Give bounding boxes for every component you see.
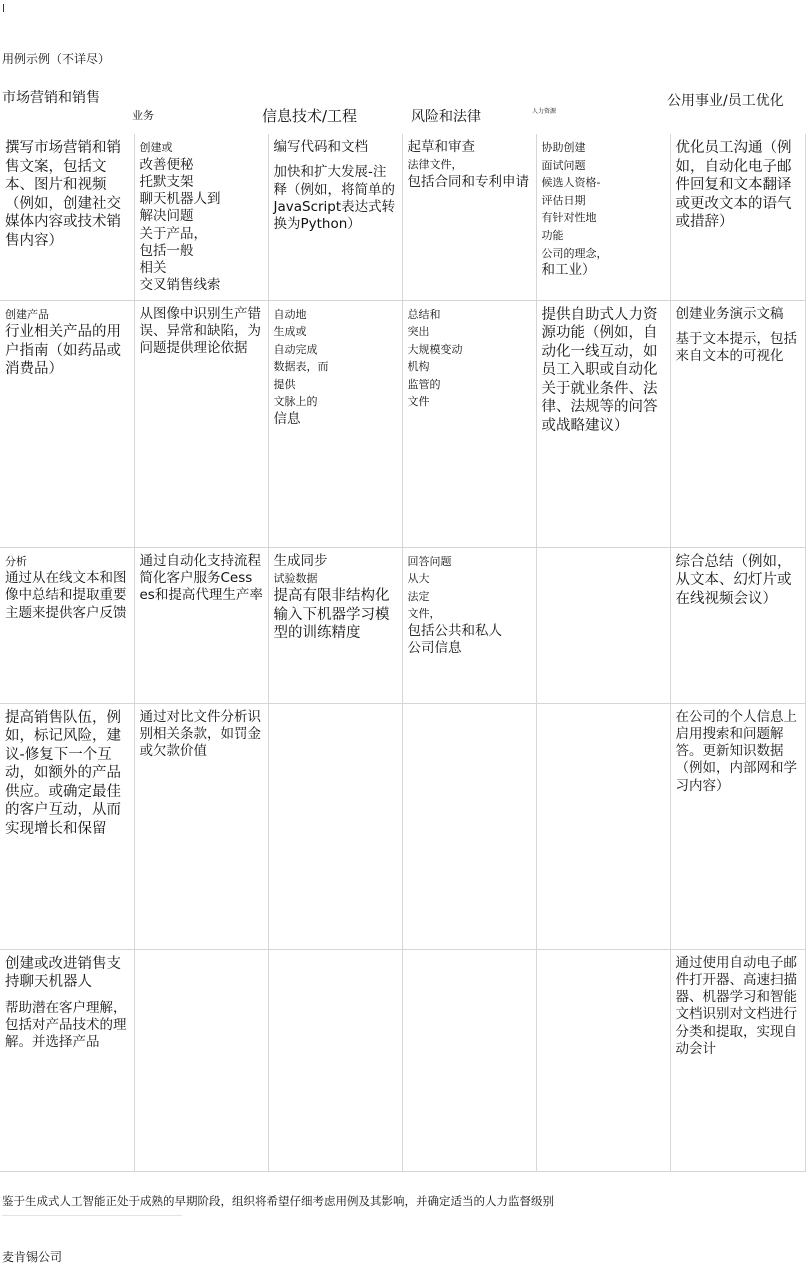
table-row: [0, 547, 805, 703]
column-header-business: 业务: [132, 109, 154, 122]
table-cell: [134, 300, 268, 547]
cell-text: 生成同步: [273, 552, 328, 569]
use-case-grid: [0, 134, 806, 1172]
cell-text: 改善便秘: [139, 156, 194, 173]
cell-text: 协助创建: [541, 141, 586, 154]
cell-text: 评估日期: [541, 193, 586, 207]
cell-text: 通过自动化支持流程简化客户服务Cess es和提高代理生产率: [139, 552, 263, 604]
table-cell: [268, 134, 402, 300]
cell-text: 分析: [5, 554, 27, 568]
table-cell: [402, 949, 536, 1171]
footer-note: 鉴于生成式人工智能正处于成熟的早期阶段，组织将希望仔细考虑用例及其影响，并确定适当的人力监督级别: [2, 1194, 554, 1208]
table-cell: [268, 949, 402, 1171]
table-cell: [536, 547, 670, 703]
cell-text: 法律文件，: [407, 158, 463, 172]
cell-text: 公司的理念，: [541, 246, 608, 260]
cell-text: 创建业务演示文稿: [675, 305, 784, 322]
cell-text: 提供: [273, 377, 296, 391]
cell-text: 突出: [407, 325, 430, 339]
cell-text: 功能: [541, 228, 564, 242]
cell-text: 生成或: [273, 325, 307, 339]
cell-text: 创建或: [139, 141, 173, 154]
cell-text: 从图像中识别生产错误、异常和缺陷，为问题提供理论依据: [139, 305, 261, 357]
cell-text: 大规模变动: [407, 342, 463, 356]
cell-text: 通过使用自动电子邮件打开器、高速扫描器、机器学习和智能文档识别对文档进行分类和提取，实现自动会计: [675, 954, 797, 1057]
table-cell: [670, 134, 805, 300]
table-cell: [134, 134, 268, 300]
table-cell: [536, 300, 670, 547]
column-header-marketing-sales: 市场营销和销售: [2, 90, 100, 106]
column-header-risk-legal: 风险和法律: [411, 109, 481, 125]
cell-text: 相关: [139, 260, 167, 277]
table-cell: [670, 949, 805, 1171]
column-header-hr: 人力资源: [532, 108, 557, 115]
table-cell: [134, 703, 268, 949]
cell-text: 提高有限非结构化输入下机器学习模型的训练精度: [273, 588, 390, 642]
table-cell: [0, 134, 134, 300]
cell-text: 基于文本提示，包括来自文本的可视化: [675, 330, 797, 365]
table-cell: [0, 949, 134, 1171]
cell-text: 法定: [407, 589, 430, 603]
cell-text: 撰写市场营销和销售文案，包括文本、图片和视频（例如，创建社交媒体内容或技术销售内容）: [5, 140, 121, 249]
cell-text: 关于产品，: [139, 225, 207, 242]
cell-text: 包括公共和私人: [407, 622, 502, 639]
cell-text: 解决问题: [139, 208, 194, 225]
cell-text: 通过对比文件分析识别相关条款，如罚金或欠款价值: [139, 708, 261, 760]
cell-text: 加快和扩大发展-注释（例如，将简单的JavaScript表达式转换为Python）: [273, 164, 396, 233]
table-cell: [536, 949, 670, 1171]
table-cell: [268, 547, 402, 703]
cell-text: 文脉上的: [273, 395, 318, 409]
cell-text: 提供自助式人力资源功能（例如，自动化一线互动，如员工入职或自动化关于就业条件、法律、法规等的问答或战略建议）: [541, 306, 658, 434]
table-cell: [402, 547, 536, 703]
cell-text: 有针对性地: [541, 211, 597, 225]
table-cell: [670, 300, 805, 547]
cell-text: 提高销售队伍，例如，标记风险，建议-修复下一个互动，如额外的产品供应。或确定最佳的客户互动，从而实现增长和保留: [5, 709, 121, 837]
cell-text: 从大: [407, 572, 430, 586]
cell-text: 试验数据: [273, 571, 318, 585]
cell-text: 托默支架: [139, 173, 194, 190]
table-cell: [0, 547, 134, 703]
table-cell: [0, 300, 134, 547]
cell-text: 文件，: [407, 607, 441, 621]
cell-text: 优化员工沟通（例如，自动化电子邮件回复和文本翻译或更改文本的语气或措辞）: [675, 140, 792, 231]
column-header-utilities-employee-optimization: 公用事业/员工优化: [667, 93, 784, 109]
table-cell: [268, 300, 402, 547]
cell-text: 起草和审查: [407, 139, 475, 155]
cell-text: 文件: [407, 395, 430, 409]
cell-text: 在公司的个人信息上启用搜索和问题解答。更新知识数据（例如，内部网和学习内容）: [675, 708, 797, 794]
page-subtitle: 用例示例（不详尽）: [2, 52, 111, 66]
cell-text: 监管的: [407, 377, 441, 391]
cell-text: 公司信息: [407, 640, 462, 657]
cell-text: 包括合同和专利申请: [407, 173, 529, 190]
cell-text: 回答问题: [407, 554, 452, 568]
table-row: [0, 949, 805, 1171]
table-cell: [134, 949, 268, 1171]
column-header-it-engineering: 信息技术/工程: [262, 107, 358, 125]
table-row: [0, 300, 805, 547]
table-cell: [402, 300, 536, 547]
top-edge-mark: [3, 4, 4, 12]
table-cell: [536, 703, 670, 949]
cell-text: 通过从在线文本和图像中总结和提取重要主题来提供客户反馈: [5, 570, 127, 621]
cell-text: 信息: [273, 411, 301, 428]
table-cell: [670, 547, 805, 703]
table-row: [0, 703, 805, 949]
cell-text: 行业相关产品的用户指南（如药品或消费品）: [5, 324, 121, 378]
cell-text: 机构: [407, 360, 430, 374]
cell-text: 创建或改进销售支持聊天机器人: [5, 955, 121, 991]
cell-text: 交叉销售线索: [139, 277, 221, 294]
cell-text: 数据表，而: [273, 360, 329, 374]
table-cell: [268, 703, 402, 949]
table-cell: [670, 703, 805, 949]
table-cell: [0, 703, 134, 949]
table-cell: [402, 703, 536, 949]
cell-text: 包括一般: [139, 242, 194, 259]
table-cell: [536, 134, 670, 300]
cell-text: 帮助潜在客户理解，包括对产品技术的理解。并选择产品: [5, 999, 127, 1051]
cell-text: 面试问题: [541, 158, 586, 172]
table-row: [0, 134, 805, 300]
cell-text: 创建产品: [5, 307, 49, 321]
footer-divider: [2, 1215, 182, 1216]
cell-text: 自动完成: [273, 342, 318, 356]
table-cell: [134, 547, 268, 703]
cell-text: 综合总结（例如，从文本、幻灯片或在线视频会议）: [675, 553, 792, 607]
cell-text: 自动地: [273, 307, 307, 321]
cell-text: 和工业）: [541, 262, 596, 279]
cell-text: 聊天机器人到: [139, 191, 221, 208]
cell-text: 候选人资格-: [541, 176, 601, 190]
cell-text: 总结和: [407, 307, 441, 321]
company-name: 麦肯锡公司: [2, 1250, 63, 1264]
cell-text: 编写代码和文档: [273, 139, 368, 155]
table-cell: [402, 134, 536, 300]
